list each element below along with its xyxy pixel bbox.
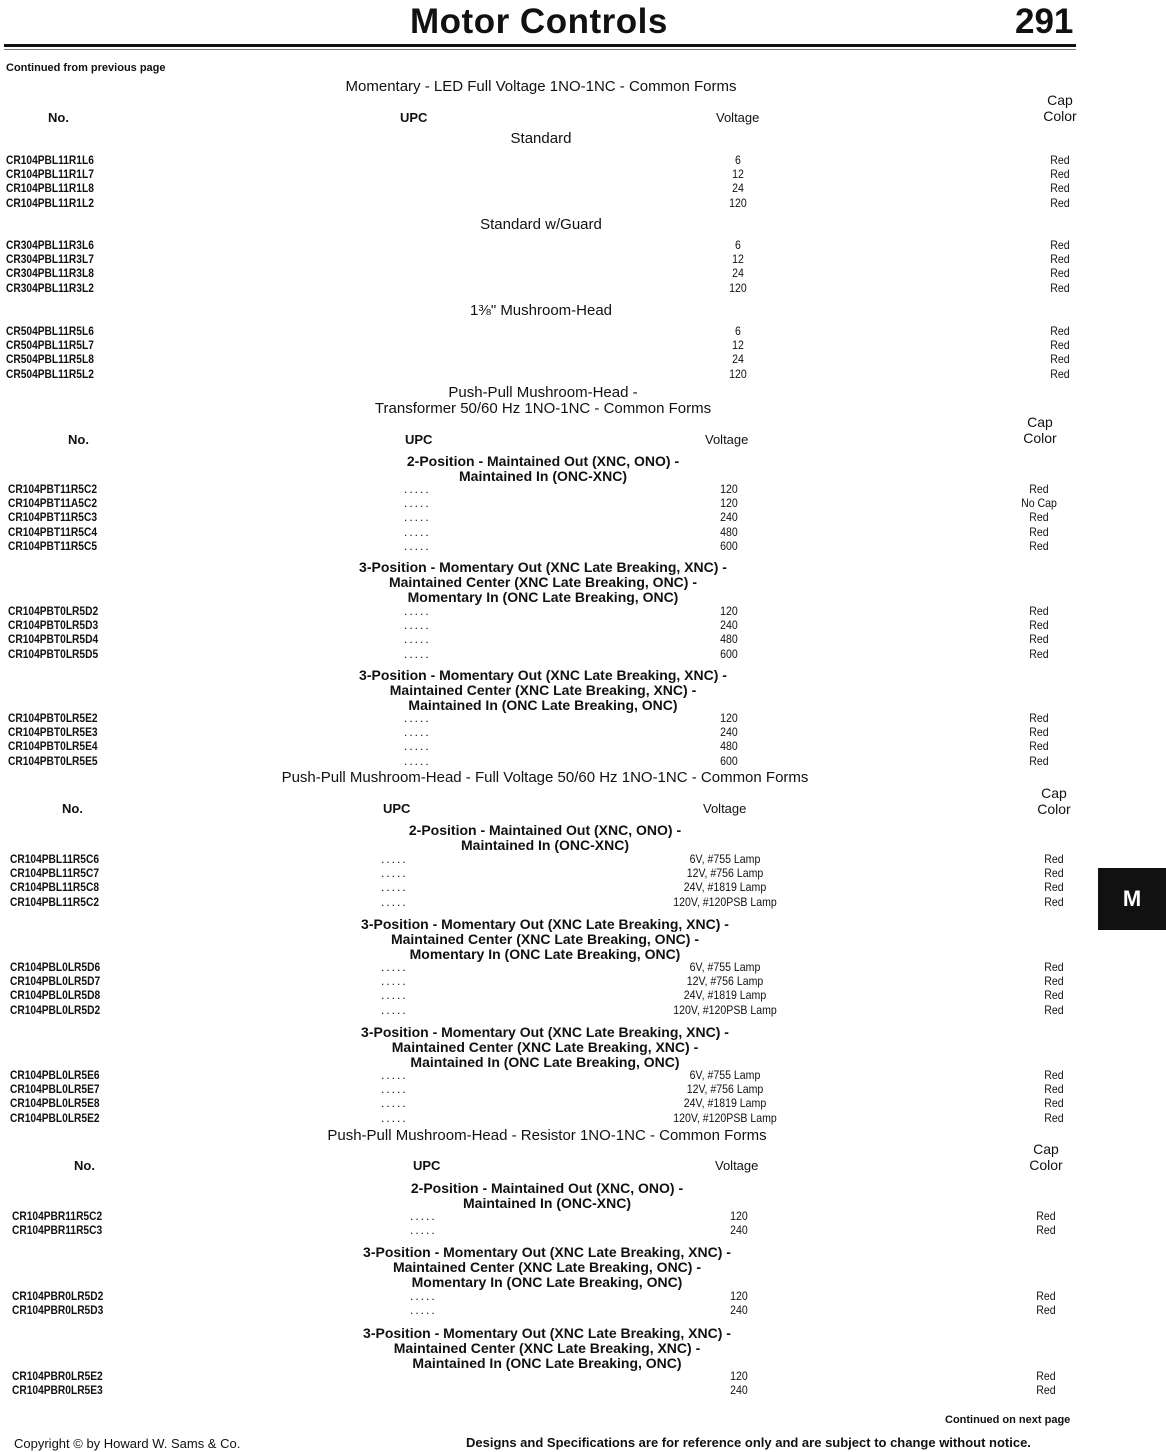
table-row xyxy=(0,988,1166,1002)
table-row xyxy=(0,647,1166,661)
voltage-value: 120 xyxy=(720,711,738,725)
column-header-color: Color xyxy=(1043,108,1077,124)
section-title: Push-Pull Mushroom-Head - Full Voltage 50/60 Hz 1NO-1NC - Common Forms xyxy=(281,769,809,786)
table-row xyxy=(0,482,1166,496)
upc-value: ..... xyxy=(404,753,431,768)
part-number: CR104PBT0LR5D4 xyxy=(8,632,99,647)
table-row xyxy=(0,852,1166,866)
group-subheading: Maintained Center (XNC Late Breaking, XNC) - xyxy=(389,682,697,698)
part-number: CR104PBT11R5C4 xyxy=(8,524,98,539)
part-number: CR104PBL0LR5D7 xyxy=(10,974,101,989)
voltage-value: 120 xyxy=(720,604,738,618)
table-row xyxy=(0,367,1166,381)
voltage-value: 24V, #1819 Lamp xyxy=(683,880,767,895)
upc-value: ..... xyxy=(404,646,431,661)
cap-color-value: Red xyxy=(1044,1068,1064,1082)
part-number: CR504PBL11R5L8 xyxy=(6,352,94,367)
voltage-value: 600 xyxy=(720,538,738,553)
cap-color-value: Red xyxy=(1029,753,1049,768)
cap-color-value: Red xyxy=(1029,739,1049,754)
disclaimer-notice: Designs and Specifications are for reference only and are subject to change without notice. xyxy=(466,1435,1031,1450)
column-header-voltage: Voltage xyxy=(703,801,747,816)
upc-value: ..... xyxy=(410,1289,437,1303)
table-row xyxy=(0,1303,1166,1317)
table-row xyxy=(0,895,1166,909)
part-number: CR104PBR0LR5E3 xyxy=(12,1383,103,1398)
table-row xyxy=(0,281,1166,295)
cap-color-value: Red xyxy=(1036,1383,1056,1398)
upc-value: ..... xyxy=(381,1082,408,1097)
cap-color-value: Red xyxy=(1029,711,1049,725)
column-header-cap: Cap xyxy=(1033,1141,1059,1157)
table-row xyxy=(0,1223,1166,1237)
column-header-voltage: Voltage xyxy=(716,110,760,125)
upc-value: ..... xyxy=(381,1068,408,1082)
table-row xyxy=(0,618,1166,632)
cap-color-value: Red xyxy=(1036,1289,1056,1303)
copyright-notice: Copyright © by Howard W. Sams & Co. xyxy=(14,1436,241,1451)
table-row xyxy=(0,632,1166,646)
part-number: CR104PBL0LR5E7 xyxy=(10,1082,100,1097)
part-number: CR104PBL11R1L8 xyxy=(6,181,94,196)
cap-color-value: Red xyxy=(1050,338,1070,353)
column-header-upc: UPC xyxy=(405,432,433,447)
cap-color-value: Red xyxy=(1029,618,1049,633)
table-row xyxy=(0,153,1166,167)
table-row xyxy=(0,266,1166,280)
table-row xyxy=(0,1068,1166,1082)
part-number: CR104PBT0LR5E5 xyxy=(8,753,98,768)
column-header-color: Color xyxy=(1029,1157,1063,1173)
part-number: CR104PBT0LR5E4 xyxy=(8,739,98,754)
voltage-value: 6V, #755 Lamp xyxy=(689,960,761,974)
voltage-value: 120 xyxy=(730,1369,748,1383)
voltage-value: 120 xyxy=(730,1289,748,1303)
cap-color-value: Red xyxy=(1036,1369,1056,1383)
table-row xyxy=(0,252,1166,266)
cap-color-value: Red xyxy=(1029,482,1049,496)
part-number: CR104PBL0LR5D6 xyxy=(10,960,101,974)
cap-color-value: Red xyxy=(1029,604,1049,618)
voltage-value: 24V, #1819 Lamp xyxy=(683,988,767,1003)
voltage-value: 12 xyxy=(732,252,744,267)
cap-color-value: Red xyxy=(1050,280,1070,295)
group-subheading: Maintained In (ONC-XNC) xyxy=(463,1195,631,1211)
group-subheading: Momentary In (ONC Late Breaking, ONC) xyxy=(409,946,681,962)
upc-value: ..... xyxy=(404,711,431,725)
group-subheading: 3-Position - Momentary Out (XNC Late Breaking, XNC) - xyxy=(359,667,727,683)
group-subheading: Maintained In (ONC-XNC) xyxy=(459,468,627,484)
table-row xyxy=(0,496,1166,510)
group-subheading: 3-Position - Momentary Out (XNC Late Breaking, XNC) - xyxy=(363,1244,731,1260)
table-row xyxy=(0,1209,1166,1223)
upc-value: ..... xyxy=(404,538,431,553)
part-number: CR104PBT0LR5D2 xyxy=(8,604,99,618)
upc-value: ..... xyxy=(381,1110,408,1125)
page-number: 291 xyxy=(1015,2,1074,41)
part-number: CR104PBT11R5C2 xyxy=(8,482,98,496)
group-subheading: 3-Position - Momentary Out (XNC Late Breaking, XNC) - xyxy=(363,1325,731,1341)
table-row xyxy=(0,167,1166,181)
cap-color-value: Red xyxy=(1029,538,1049,553)
voltage-value: 600 xyxy=(720,646,738,661)
part-number: CR104PBT11A5C2 xyxy=(8,496,98,511)
part-number: CR104PBL11R5C6 xyxy=(10,852,100,866)
cap-color-value: Red xyxy=(1044,866,1064,881)
column-header-voltage: Voltage xyxy=(705,432,749,447)
cap-color-value: Red xyxy=(1029,510,1049,525)
table-row xyxy=(0,739,1166,753)
voltage-value: 6 xyxy=(735,238,741,252)
voltage-value: 24 xyxy=(732,181,744,196)
part-number: CR104PBL11R5C7 xyxy=(10,866,100,881)
upc-value: ..... xyxy=(381,852,408,866)
part-number: CR504PBL11R5L7 xyxy=(6,338,94,353)
group-subheading: 3-Position - Momentary Out (XNC Late Breaking, XNC) - xyxy=(359,559,727,575)
voltage-value: 240 xyxy=(720,618,738,633)
group-subheading: Momentary In (ONC Late Breaking, ONC) xyxy=(411,1274,683,1290)
cap-color-value: Red xyxy=(1050,266,1070,281)
voltage-value: 240 xyxy=(730,1383,748,1398)
table-row xyxy=(0,338,1166,352)
part-number: CR104PBL0LR5E2 xyxy=(10,1110,100,1125)
cap-color-value: Red xyxy=(1044,1110,1064,1125)
part-number: CR104PBL11R1L2 xyxy=(6,195,94,210)
table-row xyxy=(0,1289,1166,1303)
part-number: CR104PBT11R5C3 xyxy=(8,510,98,525)
cap-color-value: Red xyxy=(1050,181,1070,196)
cap-color-value: Red xyxy=(1050,352,1070,367)
group-subheading: Maintained Center (XNC Late Breaking, ONC) - xyxy=(392,1259,702,1275)
group-subheading: Maintained Center (XNC Late Breaking, ONC) - xyxy=(388,574,698,590)
upc-value: ..... xyxy=(404,482,431,496)
upc-value: ..... xyxy=(404,510,431,525)
column-header-voltage: Voltage xyxy=(715,1158,759,1173)
part-number: CR104PBL11R5C8 xyxy=(10,880,100,895)
voltage-value: 12V, #756 Lamp xyxy=(686,866,764,881)
cap-color-value: Red xyxy=(1036,1209,1056,1223)
voltage-value: 12 xyxy=(732,167,744,182)
upc-value: ..... xyxy=(410,1209,437,1223)
cap-color-value: Red xyxy=(1044,1096,1064,1111)
part-number: CR104PBR0LR5D2 xyxy=(12,1289,104,1303)
cap-color-value: Red xyxy=(1044,880,1064,895)
voltage-value: 12V, #756 Lamp xyxy=(686,1082,764,1097)
table-row xyxy=(0,1096,1166,1110)
cap-color-value: Red xyxy=(1029,632,1049,647)
upc-value: ..... xyxy=(404,524,431,539)
voltage-value: 480 xyxy=(720,524,738,539)
voltage-value: 480 xyxy=(720,632,738,647)
part-number: CR104PBR0LR5D3 xyxy=(12,1303,104,1318)
part-number: CR104PBT0LR5E2 xyxy=(8,711,98,725)
cap-color-value: Red xyxy=(1044,894,1064,909)
cap-color-value: Red xyxy=(1050,153,1070,167)
upc-value: ..... xyxy=(381,880,408,895)
cap-color-value: Red xyxy=(1050,252,1070,267)
column-header-upc: UPC xyxy=(413,1158,441,1173)
upc-value: ..... xyxy=(381,974,408,989)
voltage-value: 12 xyxy=(732,338,744,353)
table-row xyxy=(0,539,1166,553)
upc-value: ..... xyxy=(410,1303,437,1318)
voltage-value: 480 xyxy=(720,739,738,754)
part-number: CR304PBL11R3L6 xyxy=(6,238,94,252)
voltage-value: 120 xyxy=(730,1209,748,1223)
group-subheading: Maintained In (ONC-XNC) xyxy=(461,837,629,853)
cap-color-value: No Cap xyxy=(1021,496,1057,511)
voltage-value: 240 xyxy=(730,1223,748,1238)
group-subheading: 1⅜" Mushroom-Head xyxy=(469,302,613,319)
table-row xyxy=(0,238,1166,252)
part-number: CR104PBL11R1L6 xyxy=(6,153,94,167)
voltage-value: 120 xyxy=(729,366,747,381)
group-subheading: 2-Position - Maintained Out (XNC, ONO) - xyxy=(408,822,682,838)
cap-color-value: Red xyxy=(1044,960,1064,974)
voltage-value: 6 xyxy=(735,153,741,167)
voltage-value: 120V, #120PSB Lamp xyxy=(673,1002,777,1017)
voltage-value: 6V, #755 Lamp xyxy=(689,852,761,866)
upc-value: ..... xyxy=(410,1223,437,1238)
part-number: CR104PBR11R5C2 xyxy=(12,1209,103,1223)
cap-color-value: Red xyxy=(1050,366,1070,381)
section-title: Momentary - LED Full Voltage 1NO-1NC - Common Forms xyxy=(345,78,737,95)
table-row xyxy=(0,754,1166,768)
part-number: CR104PBL0LR5E6 xyxy=(10,1068,100,1082)
part-number: CR104PBL11R1L7 xyxy=(6,167,94,182)
group-subheading: Maintained Center (XNC Late Breaking, XNC) - xyxy=(393,1340,701,1356)
voltage-value: 120V, #120PSB Lamp xyxy=(673,1110,777,1125)
cap-color-value: Red xyxy=(1044,988,1064,1003)
column-header-no: No. xyxy=(62,801,83,816)
column-header-no: No. xyxy=(48,110,69,125)
table-row xyxy=(0,525,1166,539)
voltage-value: 120 xyxy=(720,482,738,496)
cap-color-value: Red xyxy=(1050,195,1070,210)
column-header-color: Color xyxy=(1037,801,1071,817)
part-number: CR504PBL11R5L2 xyxy=(6,366,94,381)
part-number: CR304PBL11R3L2 xyxy=(6,280,94,295)
column-header-cap: Cap xyxy=(1041,785,1067,801)
upc-value: ..... xyxy=(381,866,408,881)
upc-value: ..... xyxy=(404,618,431,633)
column-header-no: No. xyxy=(68,432,89,447)
part-number: CR104PBR11R5C3 xyxy=(12,1223,103,1238)
cap-color-value: Red xyxy=(1029,725,1049,740)
section-title: Push-Pull Mushroom-Head - xyxy=(448,384,638,401)
cap-color-value: Red xyxy=(1044,1082,1064,1097)
section-title: Push-Pull Mushroom-Head - Resistor 1NO-1NC - Common Forms xyxy=(327,1127,767,1144)
table-row xyxy=(0,604,1166,618)
table-row xyxy=(0,352,1166,366)
table-row xyxy=(0,1003,1166,1017)
upc-value: ..... xyxy=(381,1096,408,1111)
column-header-upc: UPC xyxy=(383,801,411,816)
voltage-value: 120 xyxy=(720,496,738,511)
table-row xyxy=(0,324,1166,338)
cap-color-value: Red xyxy=(1050,238,1070,252)
upc-value: ..... xyxy=(404,632,431,647)
table-row xyxy=(0,510,1166,524)
voltage-value: 120 xyxy=(729,280,747,295)
header-rule-thin xyxy=(4,49,1076,50)
part-number: CR504PBL11R5L6 xyxy=(6,324,94,338)
upc-value: ..... xyxy=(404,496,431,511)
group-subheading: 3-Position - Momentary Out (XNC Late Breaking, XNC) - xyxy=(361,1024,729,1040)
cap-color-value: Red xyxy=(1044,1002,1064,1017)
voltage-value: 240 xyxy=(730,1303,748,1318)
part-number: CR104PBL11R5C2 xyxy=(10,894,100,909)
column-header-upc: UPC xyxy=(400,110,428,125)
page-title: Motor Controls xyxy=(410,2,668,41)
cap-color-value: Red xyxy=(1029,646,1049,661)
section-title: Transformer 50/60 Hz 1NO-1NC - Common Forms xyxy=(374,400,712,417)
voltage-value: 6V, #755 Lamp xyxy=(689,1068,761,1082)
upc-value: ..... xyxy=(404,739,431,754)
cap-color-value: Red xyxy=(1029,524,1049,539)
table-row xyxy=(0,974,1166,988)
table-row xyxy=(0,711,1166,725)
part-number: CR104PBT11R5C5 xyxy=(8,538,98,553)
part-number: CR104PBT0LR5D3 xyxy=(8,618,99,633)
group-subheading: Momentary In (ONC Late Breaking, ONC) xyxy=(407,589,679,605)
part-number: CR304PBL11R3L8 xyxy=(6,266,94,281)
voltage-value: 12V, #756 Lamp xyxy=(686,974,764,989)
upc-value: ..... xyxy=(381,894,408,909)
upc-value: ..... xyxy=(404,725,431,740)
section-tab-m: M xyxy=(1098,868,1166,930)
voltage-value: 600 xyxy=(720,753,738,768)
column-header-cap: Cap xyxy=(1027,414,1053,430)
table-row xyxy=(0,196,1166,210)
cap-color-value: Red xyxy=(1050,324,1070,338)
column-header-no: No. xyxy=(74,1158,95,1173)
group-subheading: 2-Position - Maintained Out (XNC, ONO) - xyxy=(410,1180,684,1196)
group-subheading: Maintained Center (XNC Late Breaking, XNC) - xyxy=(391,1039,699,1055)
cap-color-value: Red xyxy=(1036,1303,1056,1318)
upc-value: ..... xyxy=(381,960,408,974)
group-subheading: Standard xyxy=(510,130,572,147)
voltage-value: 120V, #120PSB Lamp xyxy=(673,894,777,909)
table-row xyxy=(0,1369,1166,1383)
voltage-value: 6 xyxy=(735,324,741,338)
upc-value: ..... xyxy=(381,988,408,1003)
group-subheading: 2-Position - Maintained Out (XNC, ONO) - xyxy=(406,453,680,469)
cap-color-value: Red xyxy=(1036,1223,1056,1238)
cap-color-value: Red xyxy=(1050,167,1070,182)
cap-color-value: Red xyxy=(1044,852,1064,866)
upc-value: ..... xyxy=(381,1002,408,1017)
part-number: CR104PBL0LR5E8 xyxy=(10,1096,100,1111)
table-row xyxy=(0,181,1166,195)
upc-value: ..... xyxy=(404,604,431,618)
voltage-value: 240 xyxy=(720,510,738,525)
group-subheading: Maintained In (ONC Late Breaking, ONC) xyxy=(408,697,678,713)
group-subheading: Standard w/Guard xyxy=(480,216,602,233)
part-number: CR104PBL0LR5D2 xyxy=(10,1002,101,1017)
table-row xyxy=(0,880,1166,894)
column-header-color: Color xyxy=(1023,430,1057,446)
voltage-value: 240 xyxy=(720,725,738,740)
continued-from-note: Continued from previous page xyxy=(6,62,166,74)
part-number: CR104PBR0LR5E2 xyxy=(12,1369,103,1383)
part-number: CR104PBT0LR5E3 xyxy=(8,725,98,740)
table-row xyxy=(0,725,1166,739)
cap-color-value: Red xyxy=(1044,974,1064,989)
part-number: CR104PBT0LR5D5 xyxy=(8,646,99,661)
group-subheading: Maintained In (ONC Late Breaking, ONC) xyxy=(410,1054,680,1070)
voltage-value: 24 xyxy=(732,266,744,281)
group-subheading: 3-Position - Momentary Out (XNC Late Breaking, XNC) - xyxy=(361,916,729,932)
continued-next-note: Continued on next page xyxy=(945,1414,1071,1426)
part-number: CR304PBL11R3L7 xyxy=(6,252,94,267)
table-row xyxy=(0,1111,1166,1125)
column-header-cap: Cap xyxy=(1047,92,1073,108)
group-subheading: Maintained In (ONC Late Breaking, ONC) xyxy=(412,1355,682,1371)
group-subheading: Maintained Center (XNC Late Breaking, ONC) - xyxy=(390,931,700,947)
table-row xyxy=(0,960,1166,974)
voltage-value: 24V, #1819 Lamp xyxy=(683,1096,767,1111)
part-number: CR104PBL0LR5D8 xyxy=(10,988,101,1003)
table-row xyxy=(0,866,1166,880)
header-rule xyxy=(4,44,1076,47)
table-row xyxy=(0,1082,1166,1096)
voltage-value: 24 xyxy=(732,352,744,367)
table-row xyxy=(0,1383,1166,1397)
voltage-value: 120 xyxy=(729,195,747,210)
